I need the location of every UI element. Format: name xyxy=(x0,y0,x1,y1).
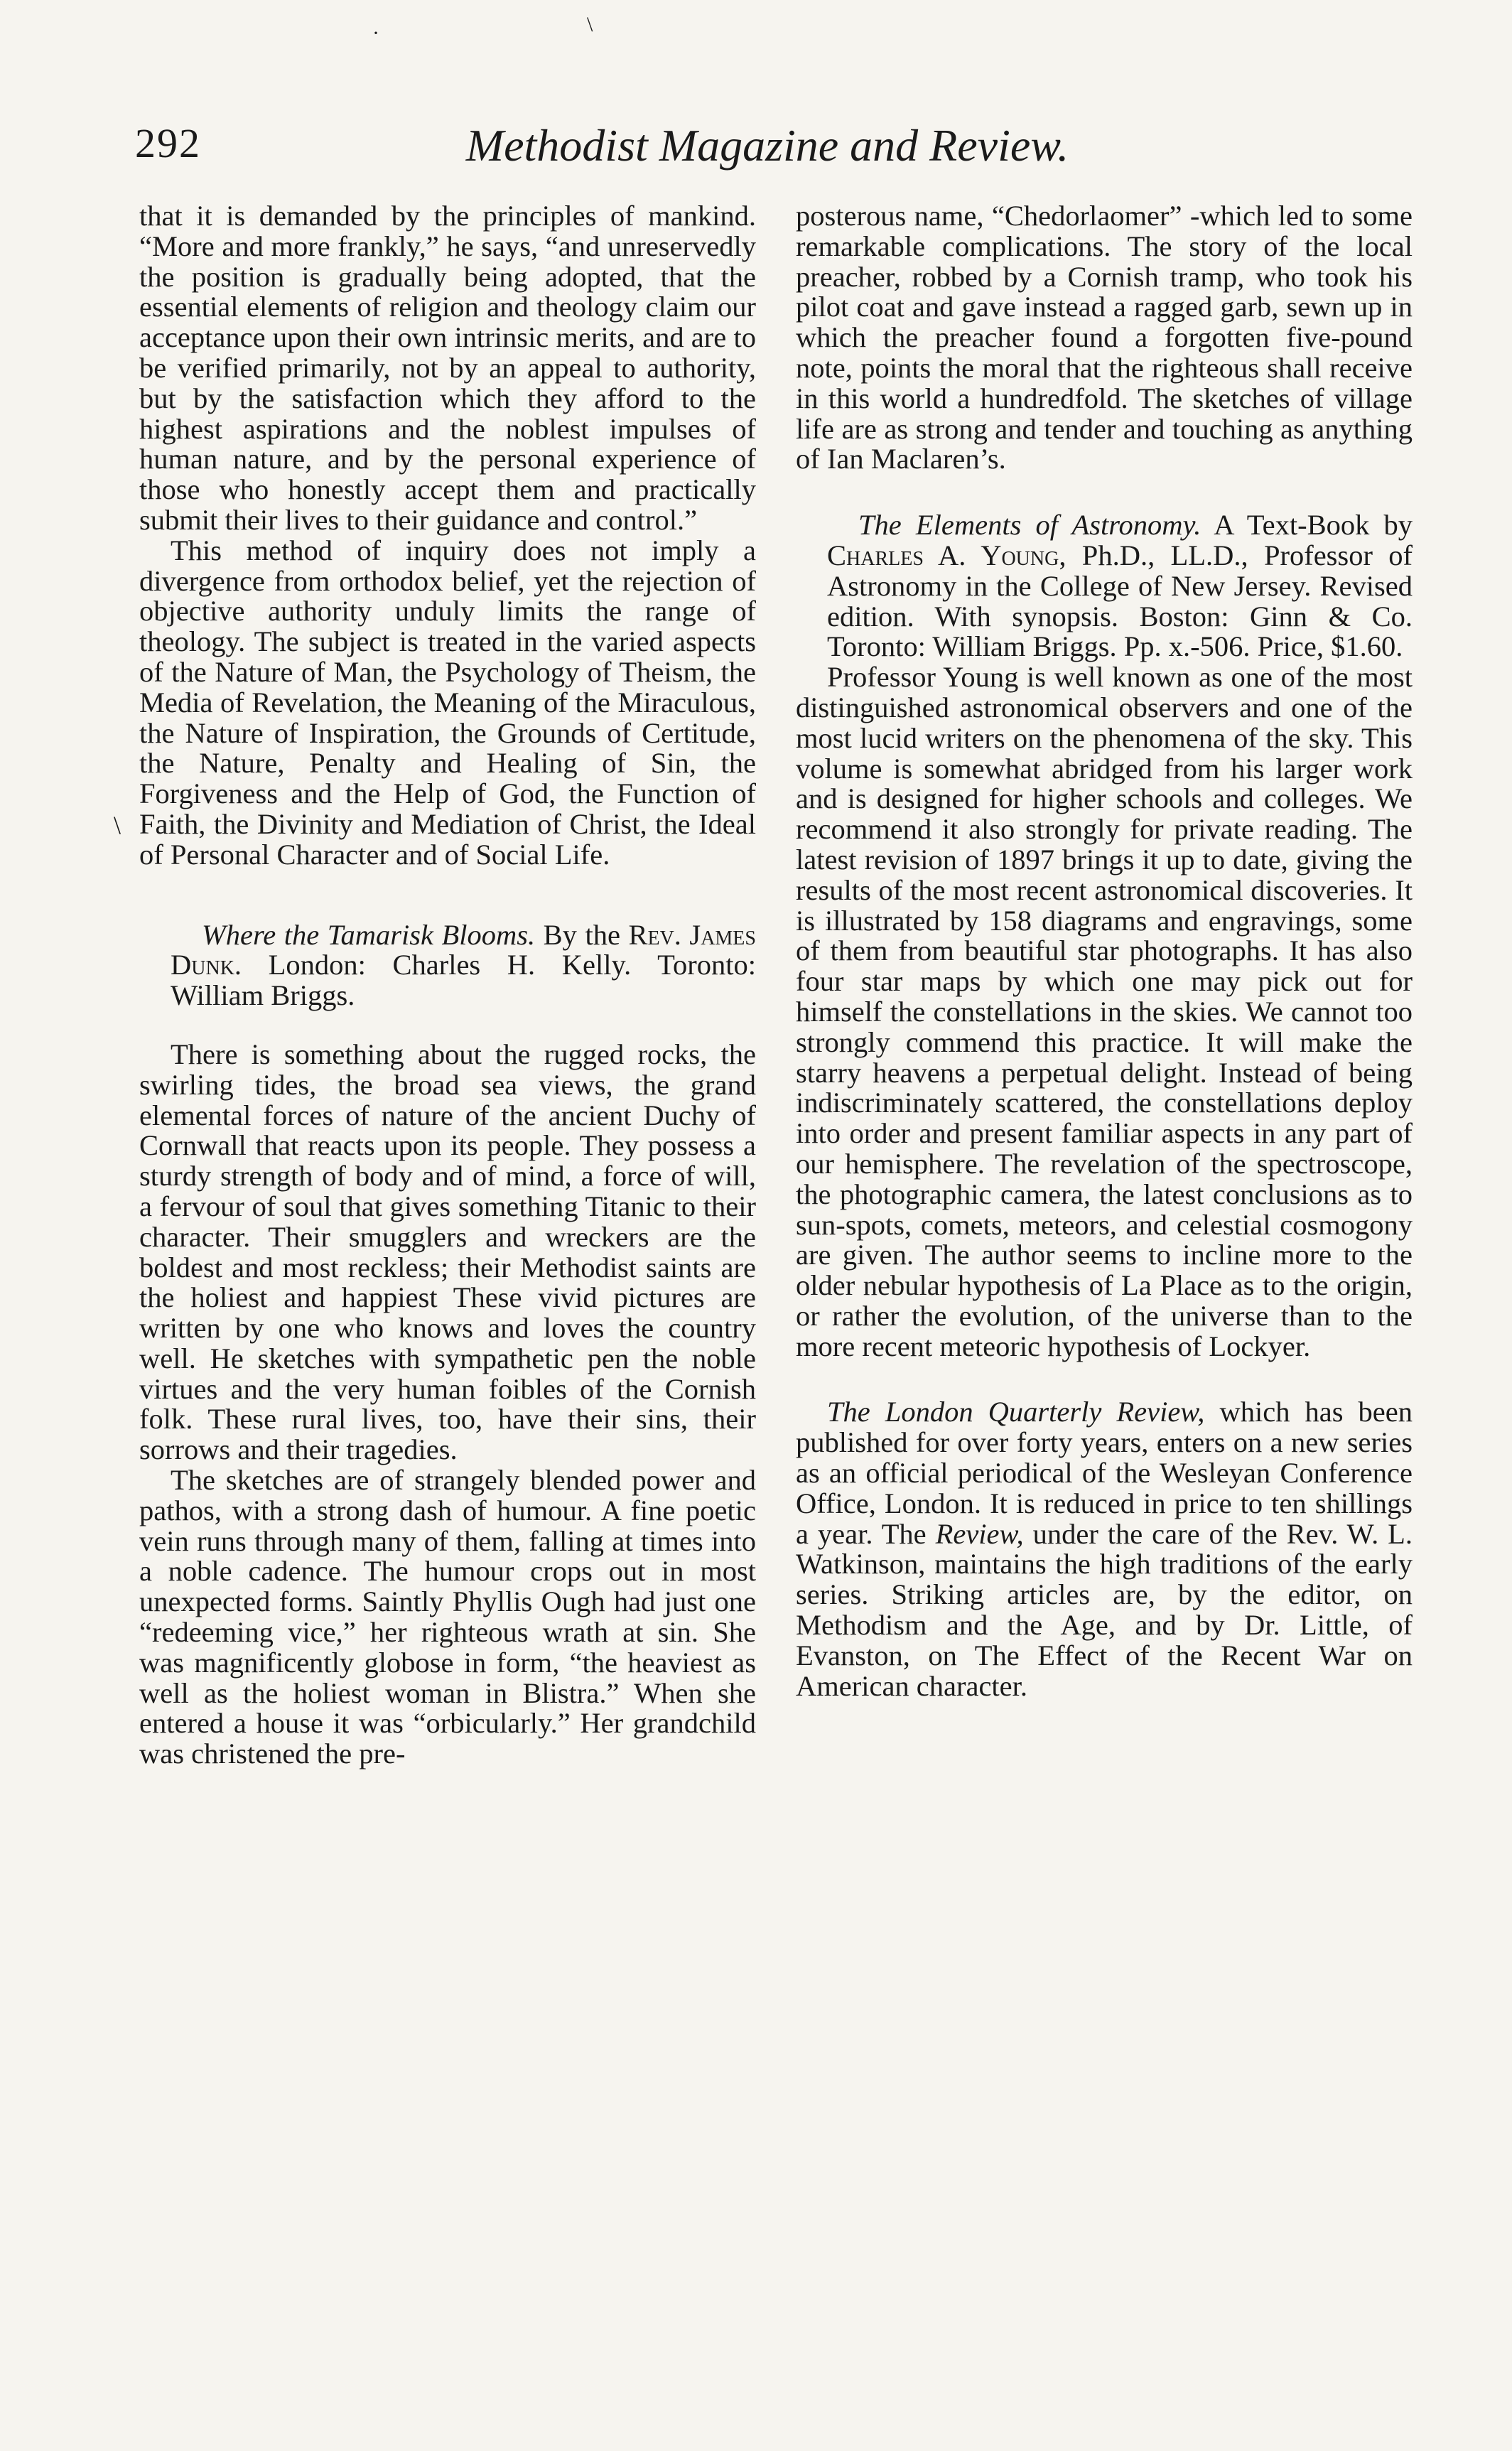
journal-title: Methodist Magazine and Review. xyxy=(465,120,1069,171)
left-column xyxy=(139,201,756,1769)
stray-mark-top: \ xyxy=(587,13,593,36)
periodical-short-title: Review, xyxy=(935,1517,1024,1550)
review-london-quarterly xyxy=(796,1397,1413,1701)
review-by: A Text-Book by xyxy=(1201,509,1413,542)
running-head xyxy=(135,119,1400,183)
review-heading xyxy=(796,510,1413,662)
margin-mark: \ xyxy=(114,811,122,839)
paragraph-continued: that it is demanded by the principles of mankind. “More and more frankly,” he says, “and unreservedly the position is gradually being adopted, that the essential elements of religion and theology claim our acceptance upon their own intrinsic merits, and are to be verified primarily, not by an appeal to authority, but by the satisfaction which they afford to the highest aspirations and the noblest impulses of human nature, and by the personal experience of those who honestly accept them and practically submit their lives to their guidance and control.” xyxy=(139,200,756,536)
paragraph: There is something about the rugged rocks, the swirling tides, the broad sea views, the grand elemental forces of nature of the ancient Duchy of Cornwall that reacts upon its people. They possess a sturdy strength of body and of mind, a force of will, a fervour of soul that gives something Titanic to their character. Their smugglers and wreckers are the boldest and most reckless; their Methodist saints are the holiest and happiest These vivid pictures are written by one who knows and loves the country well. He sketches with sympathetic pen the noble virtues and the very human foibles of the Cornish folk. These rural lives, too, have their sins, their sorrows and their tragedies. xyxy=(139,1038,756,1466)
stray-dot: · xyxy=(372,21,379,45)
book-title: Where the Tamarisk Blooms. xyxy=(202,918,536,951)
paragraph: The sketches are of strangely blended power and pathos, with a strong dash of humour. A fine poetic vein runs through many of them, falling at times into a noble cadence. The humour crops out in most unexpected forms. Saintly Phyllis Ough had just one “redeeming vice,” her righteous wrath at sin. She was magnificently globose in form, “the heaviest as well as the holiest woman in Blistra.” When she entered a house it was “orbicularly.” Her grandchild was christened the pre- xyxy=(139,1464,756,1770)
text: which has been published for over forty years, enters on a new series as an official periodical of the Wesleyan Conference Office, London. It is reduced in price to ten shillings a year. The xyxy=(796,1396,1413,1550)
paragraph xyxy=(796,1397,1413,1701)
review-imprint: Ph.D., LL.D., Professor of Astronomy in the College of New Jersey. Revised edition. With synopsis. Boston: Ginn & Co. Toronto: William Briggs. Pp. x.-506. Price, $1.60. xyxy=(827,539,1413,663)
review-author: Charles A. Young, xyxy=(827,539,1066,571)
review-heading xyxy=(139,920,756,1011)
book-title: The Elements of Astronomy. xyxy=(858,509,1202,542)
paragraph-continued: posterous name, “Chedorlaomer” -which led to some remarkable complications. The story of the local preacher, robbed by a Cornish tramp, who took his pilot coat and gave instead a ragged garb, sewn up in which the preacher found a forgotten five-pound note, points the moral that the righteous shall receive in this world a hundredfold. The sketches of village life are as strong and tender and touching as anything of Ian Maclaren’s. xyxy=(796,200,1413,475)
review-imprint: London: Charles H. Kelly. Toronto: William Briggs. xyxy=(171,949,756,1012)
text: under the care of the Rev. W. L. Watkinson, maintains the high traditions of the early series. Striking articles are, by the editor, on Methodism and the Age, and by Dr. Little, of Evanston, on The Effect of the Recent War on American character. xyxy=(796,1517,1413,1702)
page-number: 292 xyxy=(135,120,201,166)
right-column xyxy=(796,201,1413,1701)
review-astronomy xyxy=(796,510,1413,1362)
review-by: By the xyxy=(535,918,629,951)
review-tamarisk xyxy=(139,920,756,1770)
periodical-title: The London Quarterly Review, xyxy=(827,1396,1205,1428)
paragraph: This method of inquiry does not imply a divergence from orthodox belief, yet the rejection of objective authority unduly limits the range of theology. The subject is treated in the varied aspects of the Nature of Man, the Psychology of Theism, the Media of Revelation, the Meaning of the Miraculous, the Nature of Inspiration, the Grounds of Certitude, the Nature, Penalty and Healing of Sin, the Forgiveness and the Help of God, the Function of Faith, the Divinity and Mediation of Christ, the Ideal of Personal Character and of Social Life. xyxy=(139,534,756,871)
review-author: Rev. James Dunk. xyxy=(171,918,756,981)
paragraph: Professor Young is well known as one of the most distinguished astronomical observers and one of the most lucid writers on the phenomena of the sky. This volume is somewhat abridged from his larger work and is designed for higher schools and colleges. We recommend it also strongly for private reading. The latest revision of 1897 brings it up to date, giving the results of the most recent astronomical discoveries. It is illustrated by 158 diagrams and engravings, some of them from beautiful star photographs. It has also four star maps by which one may pick out for himself the constellations in the skies. We cannot too strongly commend this practice. It will make the starry heavens a perpetual delight. Instead of being indiscriminately scattered, the constellations deploy into order and present familiar aspects in any part of our hemisphere. The revelation of the spectroscope, the photographic camera, the latest conclusions as to sun-spots, comets, meteors, and celestial cosmogony are given. The author seems to incline more to the older nebular hypothesis of La Place as to the origin, or rather the evolution, of the universe than to the more recent meteoric hypothesis of Lockyer. xyxy=(796,661,1413,1362)
